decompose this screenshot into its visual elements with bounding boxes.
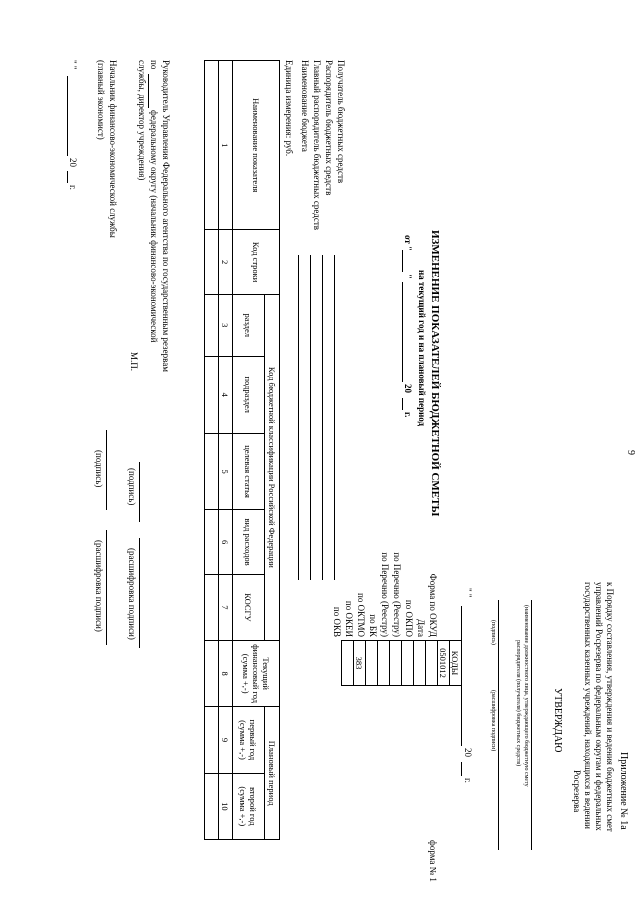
- col-plan2-header: второй год (сумма +,-): [233, 773, 265, 839]
- mp-label: М.П.: [129, 352, 139, 372]
- approve-date-suffix: г.: [463, 778, 473, 783]
- code-value: [414, 641, 426, 686]
- main-table: [204, 60, 280, 840]
- col-plan1-header: первый год (сумма +,-): [233, 707, 265, 773]
- sign-caption: (подпись): [490, 620, 496, 645]
- head-sign-line: [139, 462, 140, 522]
- num-cell: 4: [219, 356, 233, 433]
- recipient-label: Получатель бюджетных средств: [336, 60, 346, 184]
- col-kosgu-header: КОСГУ: [233, 574, 265, 640]
- bottom-date-prefix: " ": [68, 60, 78, 70]
- doc-date-month-line: [402, 282, 403, 382]
- col-section-header: раздел: [233, 294, 265, 356]
- page-number: 9: [625, 450, 636, 455]
- num-cell: 9: [219, 707, 233, 773]
- appendix-line: Росрезерва: [572, 770, 582, 813]
- approve-date-year: 20: [463, 748, 473, 757]
- col-code-header: Код строки: [233, 230, 280, 294]
- bottom-date-line: [67, 76, 68, 156]
- doc-title: ИЗМЕНЕНИЕ ПОКАЗАТЕЛЕЙ БЮДЖЕТНОЙ СМЕТЫ: [429, 230, 441, 517]
- data-cell: [205, 230, 219, 294]
- appendix-line: государственных казенных учреждений, находящихся в ведении: [583, 582, 593, 829]
- head-signature-line2: федеральному округу (начальник финансово-экономической: [149, 110, 159, 343]
- col-subsection-header: подраздел: [233, 356, 265, 433]
- approver-caption: распорядителя (получателя) бюджетных средств): [515, 640, 521, 767]
- head-signature-line2-prefix: по: [149, 60, 159, 70]
- approve-title: УТВЕРЖДАЮ: [552, 688, 563, 753]
- code-label: по ОКЕИ: [344, 600, 354, 637]
- doc-date-day-line: [402, 250, 403, 272]
- data-cell: [205, 294, 219, 356]
- num-cell: 3: [219, 294, 233, 356]
- data-cell: [205, 641, 219, 707]
- head-signature-line1: Руководитель Управления Федерального агентства по государственным резервам: [161, 60, 171, 372]
- appendix-line: к Порядку составления, утверждения и ведения бюджетных смет: [605, 582, 615, 832]
- code-value: [366, 641, 378, 686]
- code-value: 0501012: [438, 641, 450, 686]
- chief-manager-label: Главный распорядитель бюджетных средств: [312, 60, 322, 230]
- head-sign-caption: (подпись): [127, 468, 137, 506]
- data-cell: [205, 707, 219, 773]
- approver-caption: (наименование должностного лица, утверждающего бюджетную смету: [523, 605, 529, 787]
- col-current-header: Текущий финансовый год (сумма +,-): [233, 641, 280, 707]
- head-decode-line: [139, 538, 140, 648]
- code-label: по ОКТМО: [356, 593, 366, 637]
- code-label: Форма по ОКУД: [428, 573, 438, 637]
- head-signature-line3: службы, директор учреждения): [137, 60, 147, 181]
- unit-label: Единица измерения: руб.: [284, 60, 294, 157]
- chief-economist-line1: Начальник финансово-экономической службы: [108, 60, 118, 238]
- manager-label: Распорядитель бюджетных средств: [324, 60, 334, 196]
- chief-manager-line: [310, 255, 311, 580]
- appendix-line: управлений Росрезерва по федеральным округам и федеральных: [594, 582, 604, 831]
- data-cell: [205, 510, 219, 574]
- budget-name-label: Наименование бюджета: [300, 60, 310, 152]
- data-cell: [205, 574, 219, 640]
- chief-economist-line2: (главный экономист): [96, 60, 106, 140]
- chief-decode-caption: (расшифровка подписи): [94, 540, 104, 632]
- district-line: [148, 74, 149, 108]
- doc-subtitle: на текущий год и на плановый период: [417, 270, 427, 427]
- col-expense-header: вид расходов: [233, 510, 265, 574]
- code-value: [378, 641, 390, 686]
- recipient-line: [334, 255, 335, 580]
- chief-sign-caption: (подпись): [94, 450, 104, 488]
- code-value: [402, 641, 414, 686]
- chief-decode-line: [106, 530, 107, 645]
- bottom-year-line: [67, 171, 68, 183]
- approver-name-line: [531, 600, 532, 850]
- code-label: по ОКВ: [332, 606, 342, 637]
- code-value: [390, 641, 402, 686]
- data-cell: [205, 61, 219, 230]
- data-cell: [205, 773, 219, 839]
- code-label: Дата: [416, 619, 426, 637]
- budget-name-line: [298, 255, 299, 580]
- manager-line: [322, 255, 323, 580]
- code-label: по ОКПО: [404, 599, 414, 637]
- bottom-date-year: 20: [68, 158, 78, 167]
- doc-date-mid: ": [403, 274, 413, 279]
- num-cell: 1: [219, 61, 233, 230]
- num-cell: 5: [219, 433, 233, 510]
- num-cell: 7: [219, 574, 233, 640]
- approver-sign-line: [498, 600, 499, 850]
- budget-class-header: Код бюджетной классификации Российской Федерации: [265, 294, 280, 640]
- codes-table: [341, 640, 462, 686]
- code-value: [426, 641, 438, 686]
- chief-sign-line: [106, 430, 107, 510]
- decode-caption: (расшифровка подписи): [490, 690, 496, 752]
- code-value: [342, 641, 354, 686]
- approve-date-prefix: " ": [463, 588, 473, 598]
- plan-period-header: Плановый период: [265, 707, 280, 840]
- codes-header: КОДЫ: [450, 641, 462, 686]
- code-label: по БК: [368, 614, 378, 637]
- doc-date-suffix: г.: [403, 412, 413, 418]
- code-value: 383: [354, 641, 366, 686]
- head-decode-caption: (расшифровка подписи): [127, 548, 137, 640]
- num-cell: 2: [219, 230, 233, 294]
- num-cell: 6: [219, 510, 233, 574]
- data-cell: [205, 433, 219, 510]
- col-name-header: Наименование показателя: [233, 61, 280, 230]
- doc-date-year: 20: [403, 384, 413, 393]
- num-cell: 10: [219, 773, 233, 839]
- code-label: по Перечню (Реестру): [380, 552, 390, 637]
- col-target-header: целевая статья: [233, 433, 265, 510]
- num-cell: 8: [219, 641, 233, 707]
- data-cell: [205, 356, 219, 433]
- form-number: форма № 1: [428, 840, 438, 882]
- doc-date-year-line: [402, 398, 403, 410]
- bottom-date-suffix: г.: [68, 185, 78, 190]
- appendix-title: Приложение № 1а: [618, 752, 629, 830]
- doc-date-prefix: от ": [403, 235, 413, 252]
- approve-year-line: [461, 762, 462, 776]
- code-label: по Перечню (Реестру): [392, 552, 402, 637]
